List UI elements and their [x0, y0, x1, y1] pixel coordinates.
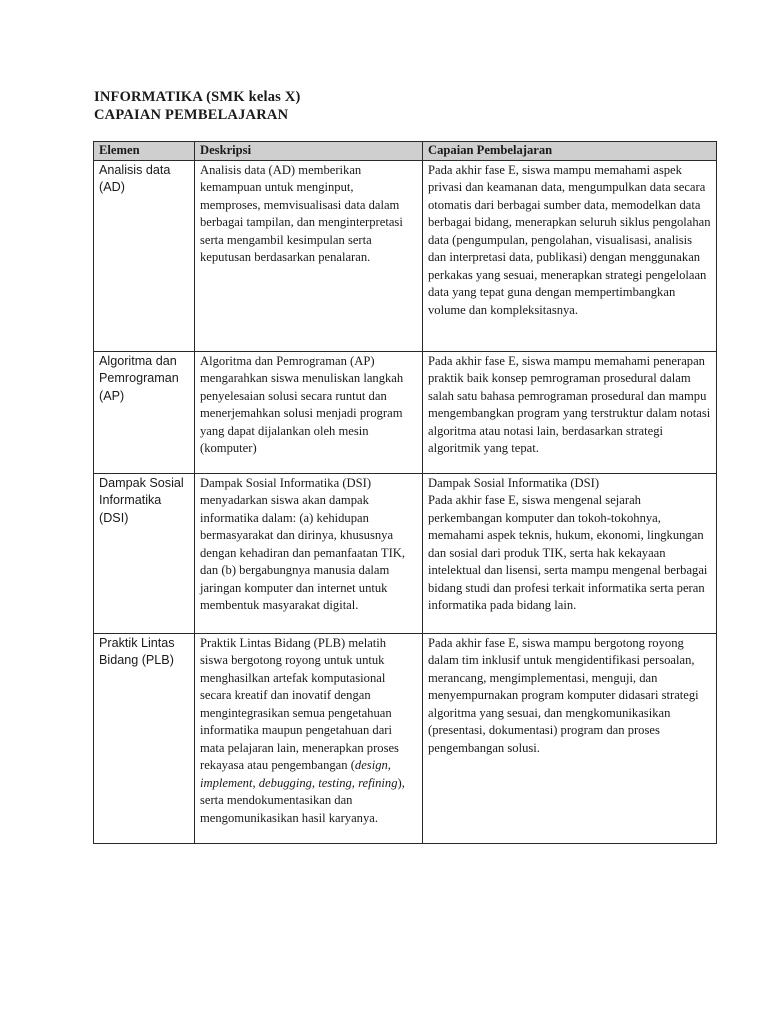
cell-capaian-title: Dampak Sosial Informatika (DSI) [428, 475, 600, 490]
cell-deskripsi [195, 633, 423, 843]
cell-elemen: Praktik Lintas Bidang (PLB) [94, 633, 195, 843]
column-header-capaian: Capaian Pembelajaran [423, 142, 717, 161]
cell-deskripsi: Algoritma dan Pemrograman (AP) mengarahkan siswa menuliskan langkah penyelesaian solusi secara runtut dan menerjemahkan solusi menjadi program yang dapat dijalankan oleh mesin (komputer) [195, 351, 423, 473]
table-row [94, 633, 717, 843]
cell-deskripsi-text-end: ), serta mendokumentasikan dan mengomunikasikan hasil karyanya. [200, 775, 405, 825]
document-subtitle: CAPAIAN PEMBELAJARAN [94, 107, 289, 123]
cell-elemen: Algoritma dan Pemrograman (AP) [94, 351, 195, 473]
cell-elemen: Analisis data (AD) [94, 160, 195, 351]
cell-capaian-text: Pada akhir fase E, siswa mengenal sejarah perkembangan komputer dan tokoh-tokohnya, memahami aspek teknis, hukum, ekonomi, lingkungan dan sosial dari produk TIK, serta hak kekayaan intelektual dan lisensi, serta mampu mengenal berbagai bidang studi dan profesi terkait informatika serta peran informatika pada bidang lain. [428, 493, 708, 612]
cell-capaian: Pada akhir fase E, siswa mampu memahami aspek privasi dan keamanan data, mengumpulkan data secara otomatis dari berbagai sumber data, memodelkan data berbagai bidang, menerapkan seluruh siklus pengolahan data (pengumpulan, pengolahan, visualisasi, analisis dan interpretasi data, publikasi) dengan menggunakan perkakas yang sesuai, menerapkan strategi pengelolaan data yang tepat guna dengan mempertimbangkan volume dan kompleksitasnya. [423, 160, 717, 351]
column-header-elemen: Elemen [94, 142, 195, 161]
table-row [94, 351, 717, 473]
cell-capaian: Pada akhir fase E, siswa mampu bergotong royong dalam tim inklusif untuk mengidentifikasi persoalan, merancang, mengimplementasi, menguji, dan menyempurnakan program komputer didasari strategi algoritma yang sesuai, dan mengkomunikasikan (presentasi, dokumentasi) program dan proses pengembangan solusi. [423, 633, 717, 843]
cell-capaian: Pada akhir fase E, siswa mampu memahami penerapan praktik baik konsep pemrograman prosedural dalam salah satu bahasa pemrograman prosedural dan mampu mengembangkan program yang terstruktur dalam notasi algoritma atau notasi lain, berdasarkan strategi algoritmik yang tepat. [423, 351, 717, 473]
table-row [94, 160, 717, 351]
cell-deskripsi-text-start: Praktik Lintas Bidang (PLB) melatih siswa bergotong royong untuk untuk menghasilkan artefak komputasional secara kreatif dan inovatif dengan mengintegrasikan semua pengetahuan informatika maupun pengetahuan dari mata pelajaran lain, menerapkan proses rekayasa atau pengembangan ( [200, 635, 399, 772]
cell-deskripsi: Analisis data (AD) memberikan kemampuan untuk menginput, memproses, memvisualisasi data dalam berbagai tampilan, dan menginterpretasi serta mengambil kesimpulan serta keputusan berdasarkan penalaran. [195, 160, 423, 351]
document-title: INFORMATIKA (SMK kelas X) [94, 89, 301, 105]
cell-deskripsi-italic-terms: design, implement, debugging, testing, refining [200, 758, 398, 790]
table-row [94, 473, 717, 633]
cell-capaian [423, 473, 717, 633]
table-header-row [94, 142, 717, 161]
learning-outcomes-table [93, 141, 717, 844]
column-header-deskripsi: Deskripsi [195, 142, 423, 161]
cell-deskripsi: Dampak Sosial Informatika (DSI) menyadarkan siswa akan dampak informatika dalam: (a) kehidupan bermasyarakat dan dirinya, khususnya dengan kehadiran dan pemanfaatan TIK, dan (b) bergabungnya manusia dalam jaringan komputer dan internet untuk membentuk masyarakat digital. [195, 473, 423, 633]
cell-elemen: Dampak Sosial Informatika (DSI) [94, 473, 195, 633]
